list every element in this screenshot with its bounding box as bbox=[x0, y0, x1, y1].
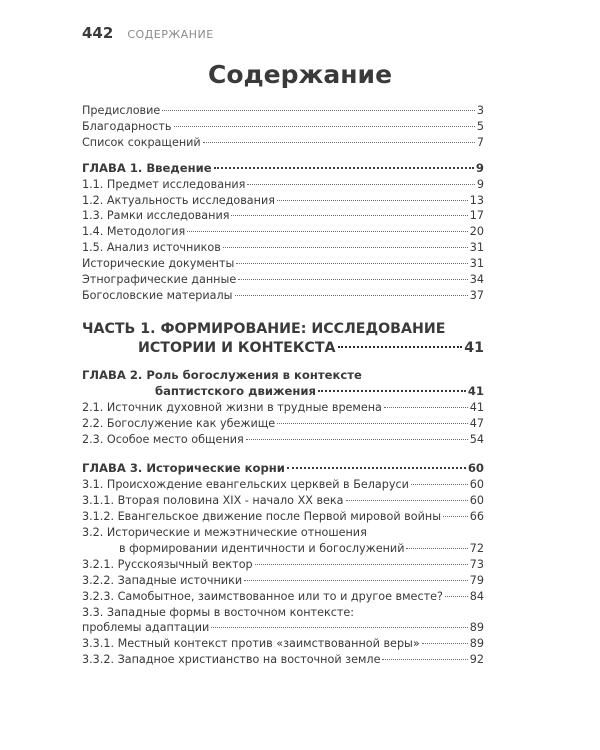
toc-chapter-3-heading[interactable]: ГЛАВА 3. Исторические корни 60 bbox=[82, 461, 484, 476]
toc-entry-3-2-line2[interactable]: в формировании идентичности и богослужений 72 bbox=[119, 541, 484, 555]
toc-entry-3-3-line1[interactable]: 3.3. Западные формы в восточном контексте: bbox=[82, 605, 355, 619]
toc-entry-acknowledgements[interactable]: Благодарность 5 bbox=[82, 119, 484, 133]
toc-entry[interactable]: 1.1. Предмет исследования 9 bbox=[82, 177, 484, 191]
toc-entry[interactable]: 1.2. Актуальность исследования 13 bbox=[82, 193, 484, 207]
toc-chapter-2-heading-line2[interactable]: баптистского движения 41 bbox=[155, 383, 484, 398]
toc-part-1-heading-line2[interactable]: ИСТОРИИ И КОНТЕКСТА 41 bbox=[138, 339, 484, 356]
page-title: Содержание bbox=[207, 60, 393, 89]
page-number: 442 bbox=[82, 24, 114, 42]
toc-chapter-1-heading[interactable]: ГЛАВА 1. Введение 9 bbox=[82, 160, 484, 175]
toc-entry[interactable]: Исторические документы 31 bbox=[82, 257, 484, 271]
toc-entry[interactable]: 1.4. Методология 20 bbox=[82, 225, 484, 239]
toc-entry[interactable]: 3.1. Происхождение евангельских церквей в Беларуси 60 bbox=[82, 478, 484, 492]
toc-entry[interactable]: 2.1. Источник духовной жизни в трудные времена 41 bbox=[82, 400, 484, 414]
toc-entry-3-3-line2[interactable]: проблемы адаптации 89 bbox=[82, 621, 484, 635]
toc-entry[interactable]: 3.3.1. Местный контекст против «заимствованной веры» 89 bbox=[82, 637, 484, 651]
toc-entry[interactable]: 3.3.2. Западное христианство на восточной земле 92 bbox=[82, 653, 484, 667]
toc-entry[interactable]: 1.3. Рамки исследования 17 bbox=[82, 209, 484, 223]
toc-chapter-2-heading-line1[interactable]: ГЛАВА 2. Роль богослужения в контексте bbox=[82, 367, 362, 382]
running-section-title: СОДЕРЖАНИЕ bbox=[127, 28, 214, 41]
toc-entry[interactable]: 3.1.1. Вторая половина XIX - начало XX века 60 bbox=[82, 494, 484, 508]
toc-entry[interactable]: 2.3. Особое место общения 54 bbox=[82, 432, 484, 446]
toc-entry[interactable]: 3.2.3. Самобытное, заимствованное или то и другое вместе? 84 bbox=[82, 589, 484, 603]
toc-entry-abbreviations[interactable]: Список сокращений 7 bbox=[82, 135, 484, 149]
toc-entry-3-2-line1[interactable]: 3.2. Исторические и межэтнические отношения bbox=[82, 526, 367, 540]
running-header bbox=[82, 24, 214, 42]
toc-entry[interactable]: 3.2.2. Западные источники 79 bbox=[82, 573, 484, 587]
toc-entry[interactable]: 1.5. Анализ источников 31 bbox=[82, 241, 484, 255]
toc-entry[interactable]: Богословские материалы 37 bbox=[82, 288, 484, 302]
toc-entry[interactable]: 2.2. Богослужение как убежище 47 bbox=[82, 416, 484, 430]
table-of-contents bbox=[82, 103, 484, 668]
toc-entry[interactable]: Этнографические данные 34 bbox=[82, 273, 484, 287]
toc-entry-preface[interactable]: Предисловие 3 bbox=[82, 104, 484, 117]
toc-entry[interactable]: 3.2.1. Русскоязычный вектор 73 bbox=[82, 557, 484, 571]
toc-part-1-heading-line1[interactable]: ЧАСТЬ 1. ФОРМИРОВАНИЕ: ИССЛЕДОВАНИЕ bbox=[82, 320, 446, 337]
toc-entry[interactable]: 3.1.2. Евангельское движение после Первой мировой войны 66 bbox=[82, 510, 484, 524]
